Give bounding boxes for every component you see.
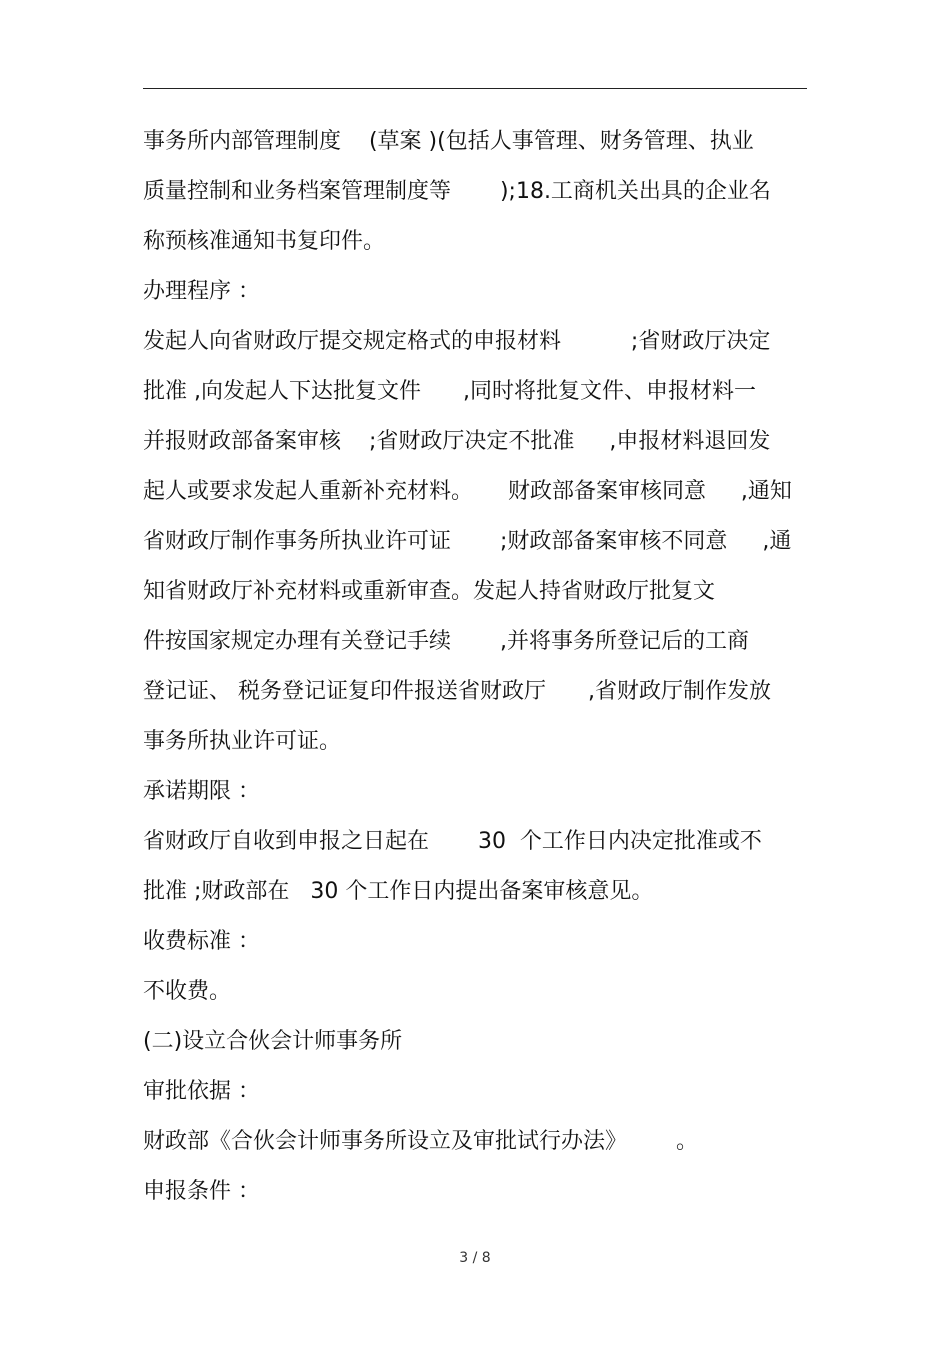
text-line-5: 发起人向省财政厅提交规定格式的申报材料 ;省财政厅决定 [143, 329, 771, 354]
text-line-7: 并报财政部备案审核 ;省财政厅决定不批准 ,申报材料退回发 [143, 429, 771, 454]
text-line-21: 财政部《合伙会计师事务所设立及审批试行办法》 。 [143, 1129, 698, 1154]
text-line-8: 起人或要求发起人重新补充材料。 财政部备案审核同意 ,通知 [143, 479, 792, 504]
text-line-16: 批准 ;财政部在 30 个工作日内提出备案审核意见。 [143, 879, 654, 904]
text-line-2: 质量控制和业务档案管理制度等 );18.工商机关出具的企业名 [143, 179, 771, 204]
text-line-9: 省财政厅制作事务所执业许可证 ;财政部备案审核不同意 ,通 [143, 529, 792, 554]
heading-time-limit: 承诺期限 ： [143, 779, 260, 804]
text-line-13: 事务所执业许可证。 [143, 729, 342, 754]
text-line-11: 件按国家规定办理有关登记手续 ,并将事务所登记后的工商 [143, 629, 749, 654]
heading-approval-basis: 审批依据 ： [143, 1079, 260, 1104]
section-title: (二)设立合伙会计师事务所 [143, 1029, 403, 1054]
text-line-3: 称预核准通知书复印件。 [143, 229, 386, 254]
text-line-15: 省财政厅自收到申报之日起在 30 个工作日内决定批准或不 [143, 829, 762, 854]
heading-application-conditions: 申报条件 ： [143, 1179, 260, 1204]
text-line-18: 不收费。 [143, 979, 232, 1004]
text-line-10: 知省财政厅补充材料或重新审查。发起人持省财政厅批复文 [143, 579, 716, 604]
text-line-1: 事务所内部管理制度 (草案 )(包括人事管理、财务管理、执业 [143, 129, 754, 154]
header-rule [143, 88, 807, 89]
heading-procedure: 办理程序 ： [143, 279, 260, 304]
text-line-6: 批准 ,向发起人下达批复文件 ,同时将批复文件、申报材料一 [143, 379, 756, 404]
text-line-12: 登记证、 税务登记证复印件报送省财政厅 ,省财政厅制作发放 [143, 679, 771, 704]
heading-fee-standard: 收费标准 ： [143, 929, 260, 954]
body-text [143, 122, 823, 1222]
page-number: 3 / 8 [459, 1250, 491, 1266]
